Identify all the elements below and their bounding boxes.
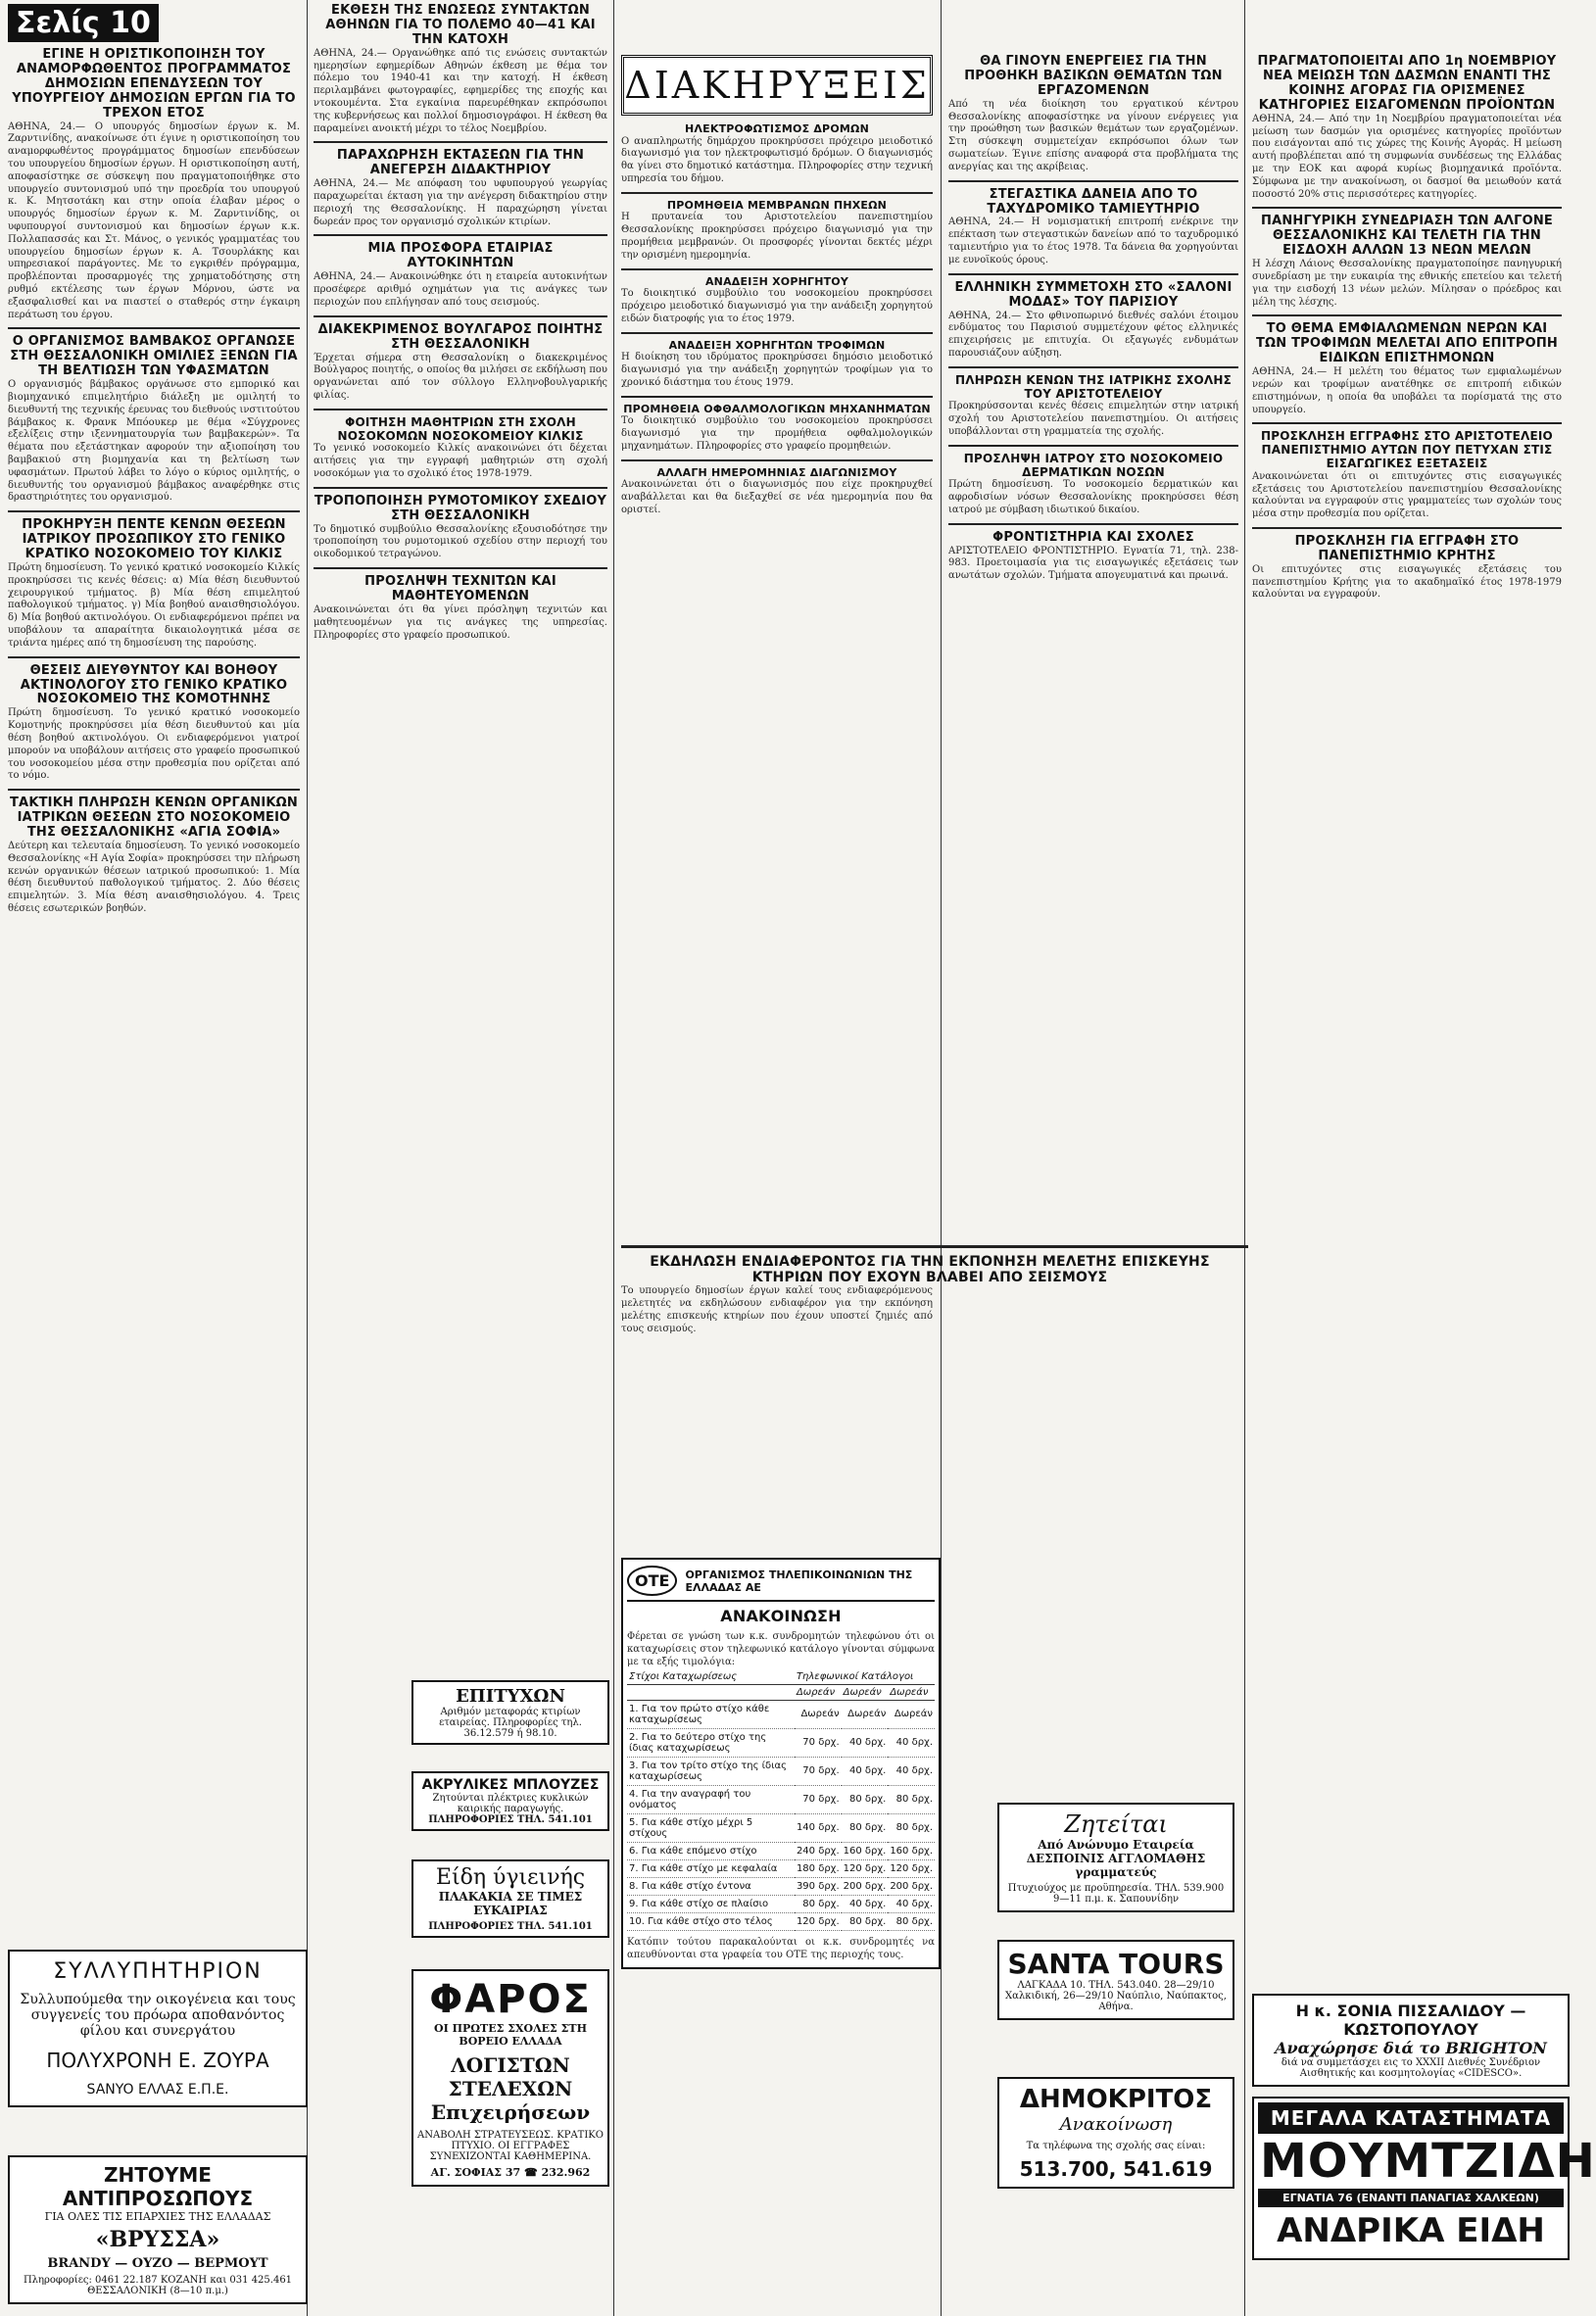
article-text: Το διοικητικό συμβούλιο του νοσοκομείου προκηρύσσει πρόχειρο μειοδοτικό διαγωνισμό για την ανάδειξη χορηγητού ειδών διατροφής για το έτος 1979. (621, 288, 933, 324)
table-row (627, 1877, 935, 1895)
article-text: ΑΘΗΝΑ, 24.— Ο υπουργός δημοσίων έργων κ. Μ. Ζαρντινίδης, ανακοίνωσε ότι έγινε η οριστικοποίηση του αναμορφωθέντος προγράμματος δημοσίων επενδύσεων του υπουργείου δημοσίων έργων. Η οριστικοποίηση αυτή, αποφασίστηκε σε σύσκεψη που πραγματοποιήθηκε στο υπουργείο συντονισμού υπό την προεδρία του υπουργού κ. Κ. Μητσοτάκη και στην οποία έλαβαν μέρος ο υπουργός δημοσίων έργων κ. Μ. Ζαρντινίδης, οι υφυπουργοί συντονισμού και δημοσίων έργων κ.κ. Πολλαπασσάς και Στ. Μάνος, ο γενικός γραμματέας του υπουργείου δημοσίων έργων κ. Α. Τσουρλάκης και υπηρεσιακοί παράγοντες. Με το εγκριθέν πρόγραμμα, προβλέπονται προσαρμογές της χρηματοδότησης στη ρυθμό εκτέλεσης των έργων Μόρνου, ώστε να εξασφαλισθεί και να πιαστεί ο σταθερός στην έγκαιρη περάτωση του έργου. (8, 121, 300, 320)
headline: ΦΟΙΤΗΣΗ ΜΑΘΗΤΡΙΩΝ ΣΤΗ ΣΧΟΛΗ ΝΟΣΟΚΟΜΩΝ ΝΟΣΟΚΟΜΕΙΟΥ ΚΙΛΚΙΣ (337, 414, 584, 443)
ad-title: ΔΗΜΟΚΡΙΤΟΣ (1019, 2085, 1213, 2114)
column-2 (314, 0, 607, 2316)
ad-title: Η κ. ΣΟΝΙΑ ΠΙΣΣΑΛΙΔΟΥ — ΚΩΣΤΟΠΟΥΛΟΥ (1295, 2002, 1526, 2039)
article-text: ΑΘΗΝΑ, 24.— Η μελέτη του θέματος των εμφιαλωμένων νερών και τροφίμων ανατέθηκε σε επιτροπή ειδικών επιστημόνων, η οποία θα υποβάλει τα πορίσματά της στο υπουργείο. (1252, 366, 1562, 415)
condolence-notice (8, 1950, 308, 2107)
table-row (627, 1700, 935, 1728)
article-text: ΑΘΗΝΑ, 24.— Η νομισματική επιτροπή ενέκρινε την επέκταση των στεγαστικών δανείων από το ταχυδρομικό ταμιευτήριο για το έτος 1978. Τα δάνεια θα χορηγούνται με ευνοϊκούς όρους. (948, 217, 1238, 265)
ote-title: ΟΡΓΑΝΙΣΜΟΣ ΤΗΛΕΠΙΚΟΙΝΩΝΙΩΝ ΤΗΣ ΕΛΛΑΔΑΣ ΑΕ (685, 1568, 913, 1594)
headline: ΑΝΑΔΕΙΞΗ ΧΟΡΗΓΗΤΩΝ ΤΡΟΦΙΜΩΝ (668, 338, 886, 352)
table-cell: 1. Για τον πρώτο στίχο κάθε καταχωρίσεως (627, 1700, 795, 1728)
ad-title: ΦΑΡΟΣ (429, 1977, 592, 2022)
headline: ΤΑΚΤΙΚΗ ΠΛΗΡΩΣΗ ΚΕΝΩΝ ΟΡΓΑΝΙΚΩΝ ΙΑΤΡΙΚΩΝ ΘΕΣΕΩΝ ΣΤΟ ΝΟΣΟΚΟΜΕΙΟ ΤΗΣ ΘΕΣΣΑΛΟΝΙΚΗΣ «ΑΓΙΑ ΣΟΦΙΑ» (9, 796, 298, 841)
table-cell: 40 δρχ. (842, 1728, 889, 1757)
table-cell: Δωρεάν (795, 1700, 842, 1728)
ad-sub: Αναχώρησε διά το BRIGHTON (1275, 2039, 1547, 2057)
table-cell: 120 δρχ. (842, 1859, 889, 1877)
ote-sub: ΑΝΑΚΟΙΝΩΣΗ (720, 1607, 842, 1625)
ad-sub: ΠΛΑΚΑΚΙΑ ΣΕ ΤΙΜΕΣ ΕΥΚΑΙΡΙΑΣ (438, 1890, 583, 1917)
table-cell: 70 δρχ. (795, 1728, 842, 1757)
ad-title: SANTA TOURS (1007, 1948, 1225, 1980)
ad-title: Είδη ύγιεινής (435, 1865, 586, 1890)
article-text: Η πρυτανεία του Αριστοτελείου πανεπιστημίου Θεσσαλονίκης προκηρύσσει πρόχειρο διαγωνισμό για την προμήθεια μεμβρανών. Οι προσφορές γίνονται δεκτές μέχρι την ορισμένη ημερομηνία. (621, 212, 933, 261)
notice-text: Συλλυπούμεθα την οικογένεια και τους συγγενείς του πρόωρα αποθανόντος φίλου και συνεργάτου (20, 1992, 296, 2039)
table-row (627, 1728, 935, 1757)
table-cell: 180 δρχ. (795, 1859, 842, 1877)
ad-items: BRANDY — ΟΥΖΟ — ΒΕΡΜΟΥΤ (47, 2256, 268, 2271)
article-text: ΑΡΙΣΤΟΤΕΛΕΙΟ ΦΡΟΝΤΙΣΤΗΡΙΟ. Εγνατία 71, τηλ. 238-983. Προετοιμασία για τις εισαγωγικές εξετάσεις των ανωτάτων σχολών. Τμήματα απογευματινά και πρωινά. (948, 545, 1238, 582)
ad-bottom: ΑΝΔΡΙΚΑ ΕΙΔΗ (1258, 2207, 1564, 2254)
notice-sign: SANYO ΕΛΛΑΣ Ε.Π.Ε. (86, 2082, 229, 2098)
table-cell: 9. Για κάθε στίχο σε πλαίσιο (627, 1895, 795, 1912)
headline: ΠΡΟΜΗΘΕΙΑ ΜΕΜΒΡΑΝΩΝ ΠΗΧΕΩΝ (666, 198, 888, 212)
article-text: ΑΘΗΝΑ, 24.— Με απόφαση του υφυπουργού γεωργίας παραχωρείται έκταση για την ανέγερση διδακτηρίου στην περιοχή της Θεσσαλονίκης. Η παραχώρηση γίνεται δωρεάν προς τον οργανισμό σχολικών κτιρίων. (314, 178, 607, 227)
headline: ΤΟ ΘΕΜΑ ΕΜΦΙΑΛΩΜΕΝΩΝ ΝΕΡΩΝ ΚΑΙ ΤΩΝ ΤΡΟΦΙΜΩΝ ΜΕΛΕΤΑΙ ΑΠΟ ΕΠΙΤΡΟΠΗ ΕΙΔΙΚΩΝ ΕΠΙΣΤΗΜΟΝΩΝ (1255, 321, 1559, 366)
headline: ΕΚΘΕΣΗ ΤΗΣ ΕΝΩΣΕΩΣ ΣΥΝΤΑΚΤΩΝ ΑΘΗΝΩΝ ΓΙΑ ΤΟ ΠΟΛΕΜΟ 40—41 ΚΑΙ ΤΗΝ ΚΑΤΟΧΗ (325, 3, 596, 47)
column-1 (8, 0, 300, 2316)
ad-brand: «ΒΡΥΣΣΑ» (95, 2227, 220, 2252)
table-row (627, 1785, 935, 1813)
ad-info: Πληροφορίες: 0461 22.187 ΚΟΖΑΝΗ και 031 425.461 ΘΕΣΣΑΛΟΝΙΚΗ (8—10 π.μ.) (23, 2275, 293, 2296)
headline: ΠΑΝΗΓΥΡΙΚΗ ΣΥΝΕΔΡΙΑΣΗ ΤΩΝ ΑΛΓΟΝΕ ΘΕΣΣΑΛΟΝΙΚΗΣ ΚΑΙ ΤΕΛΕΤΗ ΓΙΑ ΤΗΝ ΕΙΣΔΟΧΗ ΑΛΛΩΝ 13 ΝΕΩΝ ΜΕΛΩΝ (1260, 214, 1553, 259)
ad-phone: ΠΛΗΡΟΦΟΡΙΕΣ ΤΗΛ. 541.101 (428, 1814, 593, 1825)
headline: ΗΛΕΚΤΡΟΦΩΤΙΣΜΟΣ ΔΡΟΜΩΝ (685, 122, 869, 135)
ad-title: ΑΚΡΥΛΙΚΕΣ ΜΠΛΟΥΖΕΣ (421, 1777, 600, 1793)
article-text: ΑΘΗΝΑ, 24.— Στο φθινοπωρινό διεθνές σαλόνι έτοιμου ενδύματος του Παρισιού συμμετέχουν φέτος ελληνικές επιχειρήσεις με επιτυχία. Οι εξαγωγές ενδυμάτων παρουσιάζουν αύξηση. (948, 310, 1238, 359)
headline: ΘΑ ΓΙΝΟΥΝ ΕΝΕΡΓΕΙΕΣ ΓΙΑ ΤΗΝ ΠΡΟΘΗΚΗ ΒΑΣΙΚΩΝ ΘΕΜΑΤΩΝ ΤΩΝ ΕΡΓΑΖΟΜΕΝΩΝ (964, 54, 1223, 98)
ad-info: ΑΝΑΒΟΛΗ ΣΤΡΑΤΕΥΣΕΩΣ. ΚΡΑΤΙΚΟ ΠΤΥΧΙΟ. ΟΙ ΕΓΓΡΑΦΕΣ ΣΥΝΕΧΙΖΟΝΤΑΙ ΚΑΘΗΜΕΡΙΝΑ. (417, 2130, 604, 2162)
notice-name: ΠΟΛΥΧΡΟΝΗ Ε. ΖΟΥΡΑ (46, 2049, 269, 2072)
table-cell: 40 δρχ. (842, 1757, 889, 1785)
article-text: Η λέσχη Λάιονς Θεσσαλονίκης πραγματοποίησε πανηγυρική συνεδρίαση με την ευκαιρία της εθνικής επετείου και τελετή για την εισδοχή 13 νέων μελών. Μίλησαν ο πρόεδρος και μέλη της λέσχης. (1252, 259, 1562, 308)
table-cell: 80 δρχ. (888, 1813, 935, 1842)
ad-cidesco (1252, 1994, 1570, 2087)
ad-text: Ζητούνται πλέκτριες κυκλικών καιρικής παραγωγής. (432, 1793, 589, 1814)
ad-title: Ζητείται (1064, 1810, 1168, 1838)
article-text: Πρώτη δημοσίευση. Το γενικό κρατικό νοσοκομείο Κιλκίς προκηρύσσει τις κενές θέσεις: α) Μία θέση διευθυντού χειρουργικού τμήματος. β) Μία θέση επιμελητού παθολογικού τμήματος. γ) Μία βοηθού αναισθησιολόγου. δ) Μία βοηθού ακτινολόγου. Οι ενδιαφερόμενοι πρέπει να υποβάλουν τα απαραίτητα δικαιολογητικά μέσα σε τριάντα ημέρες από τη δημοσίευση της παρούσης. (8, 562, 300, 649)
table-cell: 200 δρχ. (842, 1877, 889, 1895)
ad-epityxon (411, 1680, 609, 1745)
article-text: Προκηρύσσονται κενές θέσεις επιμελητών στην ιατρική σχολή του Αριστοτελείου πανεπιστημίου. Οι αιτήσεις υποβάλλονται στη γραμματεία της σχολής. (948, 401, 1238, 437)
ote-text: Φέρεται σε γνώση των κ.κ. συνδρομητών τηλεφώνου ότι οι καταχωρίσεις στον τηλεφωνικό κατάλογο γίνονται σύμφωνα με τα εξής τιμολόγια: (627, 1631, 935, 1667)
ad-faros (411, 1969, 609, 2187)
ote-announcement (621, 1558, 941, 1969)
table-cell: 10. Για κάθε στίχο στο τέλος (627, 1912, 795, 1930)
headline: ΠΡΟΣΛΗΨΗ ΙΑΤΡΟΥ ΣΤΟ ΝΟΣΟΚΟΜΕΙΟ ΔΕΡΜΑΤΙΚΩΝ ΝΟΣΩΝ (963, 451, 1224, 479)
table-cell: 8. Για κάθε στίχο έντονα (627, 1877, 795, 1895)
headline: ΣΤΕΓΑΣΤΙΚΑ ΔΑΝΕΙΑ ΑΠΟ ΤΟ ΤΑΧΥΔΡΟΜΙΚΟ ΤΑΜΙΕΥΤΗΡΙΟ (987, 186, 1200, 217)
table-cell: 120 δρχ. (795, 1912, 842, 1930)
article-text: ΑΘΗΝΑ, 24.— Οργανώθηκε από τις ενώσεις συντακτών ημερησίων εφημερίδων Αθηνών έκθεση με θέμα τον πόλεμο του 1940-41 και την κατοχή. Η έκθεση περιλαμβάνει φωτογραφίες, εφημερίδες της εποχής και ντοκουμέντα. Στα εγκαίνια παρευρέθηκαν εκπρόσωποι της κυβερνήσεως και πολλοί δημοσιογράφοι. Η έκθεση θα παραμείνει ανοικτή μέχρι το τέλος Νοεμβρίου. (314, 47, 607, 134)
table-cell: 140 δρχ. (795, 1813, 842, 1842)
article-text: Πρώτη δημοσίευση. Το νοσοκομείο δερματικών και αφροδισίων νόσων Θεσσαλονίκης προκηρύσσει θέση ιατρού με σύμβαση ιδιωτικού δικαίου. (948, 479, 1238, 515)
table-cell: 40 δρχ. (888, 1757, 935, 1785)
table-row (627, 1757, 935, 1785)
table-cell: 70 δρχ. (795, 1757, 842, 1785)
table-row (627, 1842, 935, 1859)
headline: ΠΡΑΓΜΑΤΟΠΟΙΕΙΤΑΙ ΑΠΟ 1η ΝΟΕΜΒΡΙΟΥ ΝΕΑ ΜΕΙΩΣΗ ΤΩΝ ΔΑΣΜΩΝ ΕΝΑΝΤΙ ΤΗΣ ΚΟΙΝΗΣ ΑΓΟΡΑΣ ΓΙΑ ΟΡΙΣΜΕΝΕΣ ΚΑΤΗΓΟΡΙΕΣ ΕΙΣΑΓΟΜΕΝΩΝ ΠΡΟΪΟΝΤΩΝ (1257, 54, 1557, 113)
headline: ΕΚΔΗΛΩΣΗ ΕΝΔΙΑΦΕΡΟΝΤΟΣ ΓΙΑ ΤΗΝ ΕΚΠΟΝΗΣΗ ΜΕΛΕΤΗΣ ΕΠΙΣΚΕΥΗΣ ΚΤΗΡΙΩΝ ΠΟΥ ΕΧΟΥΝ ΒΛΑΒΕΙ ΑΠΟ ΣΕΙΣΜΟΥΣ (650, 1254, 1210, 1286)
table-cell: 5. Για κάθε στίχο μέχρι 5 στίχους (627, 1813, 795, 1842)
section-banner: ΔΙΑΚΗΡΥΞΕΙΣ (621, 55, 933, 116)
table-cell: 80 δρχ. (842, 1785, 889, 1813)
ad-dimokritos (997, 2077, 1234, 2189)
column-rule (941, 0, 942, 2316)
column-5 (1252, 0, 1596, 2316)
article-text: Ανακοινώνεται ότι θα γίνει πρόσληψη τεχνιτών και μαθητευομένων για τις ανάγκες της υπηρεσίας. Πληροφορίες στο γραφείο προσωπικού. (314, 603, 607, 641)
ad-addr: ΕΓΝΑΤΙΑ 76 (ΕΝΑΝΤΙ ΠΑΝΑΓΙΑΣ ΧΑΛΚΕΩΝ) (1258, 2189, 1564, 2207)
table-cell: 390 δρχ. (795, 1877, 842, 1895)
table-cell: 80 δρχ. (795, 1895, 842, 1912)
headline: ΑΛΛΑΓΗ ΗΜΕΡΟΜΗΝΙΑΣ ΔΙΑΓΩΝΙΣΜΟΥ (656, 465, 897, 479)
headline: ΕΓΙΝΕ Η ΟΡΙΣΤΙΚΟΠΟΙΗΣΗ ΤΟΥ ΑΝΑΜΟΡΦΩΘΕΝΤΟΣ ΠΡΟΓΡΑΜΜΑΤΟΣ ΔΗΜΟΣΙΩΝ ΕΠΕΝΔΥΣΕΩΝ ΤΟΥ ΥΠΟΥΡΓΕΙΟΥ ΔΗΜΟΣΙΩΝ ΕΡΓΩΝ ΓΙΑ ΤΟ ΤΡΕΧΟΝ ΕΤΟΣ (12, 47, 296, 121)
article-text: Ανακοινώνεται ότι ο διαγωνισμός που είχε προκηρυχθεί αναβάλλεται και θα διεξαχθεί σε νέα ημερομηνία που θα οριστεί. (621, 479, 933, 515)
table-cell: 4. Για την αναγραφή του ονόματος (627, 1785, 795, 1813)
headline: ΠΡΟΜΗΘΕΙΑ ΟΦΘΑΛΜΟΛΟΓΙΚΩΝ ΜΗΧΑΝΗΜΑΤΩΝ (623, 402, 931, 415)
table-cell: 80 δρχ. (842, 1912, 889, 1930)
ad-text: διά να συμμετάσχει εις το XXXII Διεθνές Συνέδριον Αισθητικής και κοσμητολογίας «CIDESCO». (1281, 2057, 1541, 2079)
table-cell: 40 δρχ. (888, 1895, 935, 1912)
column-rule (613, 0, 614, 2316)
headline: ΦΡΟΝΤΙΣΤΗΡΙΑ ΚΑΙ ΣΧΟΛΕΣ (992, 529, 1194, 545)
article-text: Το γενικό νοσοκομείο Κιλκίς ανακοινώνει ότι δέχεται αιτήσεις για την εγγραφή μαθητριών στη σχολή νοσοκόμων για το σχολικό έτος 1978-1979. (314, 443, 607, 479)
headline: ΠΡΟΣΚΛΗΣΗ ΕΓΓΡΑΦΗΣ ΣΤΟ ΑΡΙΣΤΟΤΕΛΕΙΟ ΠΑΝΕΠΙΣΤΗΜΙΟ ΑΥΤΩΝ ΠΟΥ ΠΕΤΥΧΑΝ ΣΤΙΣ ΕΙΣΑΓΩΓΙΚΕΣ ΕΞΕΤΑΣΕΙΣ (1261, 429, 1553, 470)
ad-sub: Ανακοίνωση (1059, 2114, 1173, 2135)
page-number: Σελίς 10 (8, 4, 159, 42)
ad-big: ΛΟΓΙΣΤΩΝ ΣΤΕΛΕΧΩΝ Επιχειρήσεων (430, 2053, 591, 2124)
ad-title: ΖΗΤΟΥΜΕ ΑΝΤΙΠΡΟΣΩΠΟΥΣ (62, 2163, 254, 2210)
table-cell: 80 δρχ. (842, 1813, 889, 1842)
table-header: Δωρεάν (888, 1684, 935, 1700)
ad-sanitary (411, 1859, 609, 1938)
ad-moumtzidi (1252, 2097, 1596, 2260)
table-row (627, 1813, 935, 1842)
article-text: Έρχεται σήμερα στη Θεσσαλονίκη ο διακεκριμένος Βούλγαρος ποιητής, ο οποίος θα μιλήσει σε εκδήλωση που οργανώνεται από τον σύλλογο Ελληνοβουλγαρικής φιλίας. (314, 352, 607, 401)
ad-top: ΜΕΓΑΛΑ ΚΑΤΑΣΤΗΜΑΤΑ (1258, 2102, 1564, 2134)
headline: ΜΙΑ ΠΡΟΣΦΟΡΑ ΕΤΑΙΡΙΑΣ ΑΥΤΟΚΙΝΗΤΩΝ (367, 241, 554, 271)
table-cell: 200 δρχ. (888, 1877, 935, 1895)
headline: ΑΝΑΔΕΙΞΗ ΧΟΡΗΓΗΤΟΥ (704, 274, 849, 288)
headline: ΔΙΑΚΕΚΡΙΜΕΝΟΣ ΒΟΥΛΓΑΡΟΣ ΠΟΙΗΤΗΣ ΣΤΗ ΘΕΣΣΑΛΟΝΙΚΗ (317, 321, 604, 352)
ad-name: ΜΟΥΜΤΖΙΔΗ (1260, 2134, 1596, 2189)
article-text: Οι επιτυχόντες στις εισαγωγικές εξετάσεις του πανεπιστημίου Κρήτης για το ακαδημαϊκό έτος 1978-1979 καλούνται να εγγραφούν. (1252, 563, 1562, 601)
table-cell: 80 δρχ. (888, 1912, 935, 1930)
ad-text: Από Ανώνυμο Εταιρεία ΔΕΣΠΟΙΝΙΣ ΑΓΓΛΟΜΑΘΗΣ γραμματεύς (1026, 1838, 1206, 1879)
rates-table (627, 1669, 935, 1931)
notice-title: ΣΥΛΛΥΠΗΤΗΡΙΟΝ (53, 1959, 263, 1984)
table-cell: Δωρεάν (888, 1700, 935, 1728)
column-rule (1244, 0, 1245, 2316)
headline: ΘΕΣΕΙΣ ΔΙΕΥΘΥΝΤΟΥ ΚΑΙ ΒΟΗΘΟΥ ΑΚΤΙΝΟΛΟΓΟΥ ΣΤΟ ΓΕΝΙΚΟ ΚΡΑΤΙΚΟ ΝΟΣΟΚΟΜΕΙΟ ΤΗΣ ΚΟΜΟΤΗΝΗΣ (20, 662, 288, 707)
article-text: Από τη νέα διοίκηση του εργατικού κέντρου Θεσσαλονίκης αποφασίστηκε να γίνουν ενέργειες για την προώθηση των βασικών θεμάτων των εργαζομένων. Στη σύσκεψη συμμετείχαν εκπρόσωποι όλων των σωματείων. Έγινε επίσης αναφορά στα προβλήματα της ανεργίας και της ακρίβειας. (948, 98, 1238, 172)
ad-phone: 513.700, 541.619 (1019, 2157, 1213, 2181)
article-text: ΑΘΗΝΑ, 24.— Από την 1η Νοεμβρίου πραγματοποιείται νέα μείωση των δασμών για ορισμένες κατηγορίες προϊόντων που εισάγονται από τις χώρες της Κοινής Αγοράς. Η μείωση αυτή προβλέπεται από τη συμφωνία συνδέσεως της Ελλάδας με την ΕΟΚ και αφορά κυρίως βιομηχανικά προϊόντα. Σύμφωνα με την ανακοίνωση, οι δασμοί θα μειωθούν κατά ποσοστό 20% στις περισσότερες κατηγορίες. (1252, 113, 1562, 200)
column-4 (948, 0, 1238, 2316)
table-header: Στίχοι Καταχωρίσεως (627, 1669, 795, 1685)
article-text: Το υπουργείο δημοσίων έργων καλεί τους ενδιαφερόμενους μελετητές να εκδηλώσουν ενδιαφέρον για την εκπόνηση μελέτης επισκευής κτηρίων που έχουν υποστεί ζημιές από τους σεισμούς. (621, 1285, 933, 1334)
table-header: Τηλεφωνικοί Κατάλογοι (795, 1669, 935, 1685)
ote-footer: Κατόπιν τούτου παρακαλούνται οι κ.κ. συνδρομητές να απευθύνονται στα γραφεία του ΟΤΕ της περιοχής τους. (627, 1936, 935, 1960)
table-cell: 80 δρχ. (888, 1785, 935, 1813)
ote-logo: ΟΤΕ (627, 1566, 677, 1596)
headline: ΤΡΟΠΟΠΟΙΗΣΗ ΡΥΜΟΤΟΜΙΚΟΥ ΣΧΕΔΙΟΥ ΣΤΗ ΘΕΣΣΑΛΟΝΙΚΗ (314, 493, 607, 523)
table-cell: 160 δρχ. (888, 1842, 935, 1859)
table-cell: Δωρεάν (842, 1700, 889, 1728)
ad-phone: ΠΛΗΡΟΦΟΡΙΕΣ ΤΗΛ. 541.101 (428, 1921, 593, 1932)
article-text: Δεύτερη και τελευταία δημοσίευση. Το γενικό νοσοκομείο Θεσσαλονίκης «Η Αγία Σοφία» προκηρύσσει την πλήρωση κενών οργανικών θέσεων ιατρικού προσωπικού: 1. Μία θέση διευθυντού παθολογικού τμήματος. 2. Δύο θέσεις επιμελητών. 3. Μία θέση αναισθησιολόγου. 4. Τρεις θέσεις εσωτερικών βοηθών. (8, 841, 300, 914)
table-cell: 160 δρχ. (842, 1842, 889, 1859)
headline: ΠΡΟΚΗΡΥΞΗ ΠΕΝΤΕ ΚΕΝΩΝ ΘΕΣΕΩΝ ΙΑΤΡΙΚΟΥ ΠΡΟΣΩΠΙΚΟΥ ΣΤΟ ΓΕΝΙΚΟ ΚΡΑΤΙΚΟ ΝΟΣΟΚΟΜΕΙΟ ΤΟΥ ΚΙΛΚΙΣ (22, 517, 286, 562)
article-text: ΑΘΗΝΑ, 24.— Ανακοινώθηκε ότι η εταιρεία αυτοκινήτων προσέφερε αριθμό οχημάτων για τις ανάγκες των περιοχών που επλήγησαν από τους σεισμούς. (314, 271, 607, 308)
ad-secretary (997, 1803, 1234, 1912)
table-header: Δωρεάν (842, 1684, 889, 1700)
ad-text: Αριθμόν μεταφοράς κτιρίων εταιρείας. Πληροφορίες τηλ. 36.12.579 ή 98.10. (439, 1707, 582, 1739)
table-cell: 2. Για το δεύτερο στίχο της ίδιας καταχωρίσεως (627, 1728, 795, 1757)
ad-blouses (411, 1771, 609, 1831)
article-text: Το διοικητικό συμβούλιο του νοσοκομείου προκηρύσσει διαγωνισμό για την προμήθεια οφθαλμολογικών μηχανημάτων. Πληροφορίες στο γραφείο προμηθειών. (621, 415, 933, 452)
headline: ΠΡΟΣΛΗΨΗ ΤΕΧΝΙΤΩΝ ΚΑΙ ΜΑΘΗΤΕΥΟΜΕΝΩΝ (364, 574, 556, 603)
article-text: Πρώτη δημοσίευση. Το γενικό κρατικό νοσοκομείο Κομοτηνής προκηρύσσει μία θέση διευθυντού και μία θέση βοηθού ακτινολόγου. Οι ενδιαφερόμενοι γιατροί μπορούν να υποβάλουν αιτήσεις στο γραφείο προσωπικού του νοσοκομείου μέσα στην προθεσμία που ορίζεται από το νόμο. (8, 707, 300, 782)
article-text: Το δημοτικό συμβούλιο Θεσσαλονίκης εξουσιοδότησε την τροποποίηση του ρυμοτομικού σχεδίου στην περιοχή του οικοδομικού τετραγώνου. (314, 523, 607, 560)
headline: ΠΡΟΣΚΛΗΣΗ ΓΙΑ ΕΓΓΡΑΦΗ ΣΤΟ ΠΑΝΕΠΙΣΤΗΜΙΟ ΚΡΗΤΗΣ (1294, 533, 1520, 563)
table-cell: 6. Για κάθε επόμενο στίχο (627, 1842, 795, 1859)
table-header: Δωρεάν (795, 1684, 842, 1700)
ad-title: ΕΠΙΤΥΧΩΝ (456, 1686, 565, 1707)
table-cell: 40 δρχ. (842, 1895, 889, 1912)
article-text: Ο αναπληρωτής δημάρχου προκηρύσσει πρόχειρο μειοδοτικό διαγωνισμό για τον ηλεκτροφωτισμό δρόμων. Ο διαγωνισμός θα γίνει στο δημοτικό κατάστημα. Πληροφορίες στην τεχνική υπηρεσία του δήμου. (621, 135, 933, 185)
table-cell: 240 δρχ. (795, 1842, 842, 1859)
headline: Ο ΟΡΓΑΝΙΣΜΟΣ ΒΑΜΒΑΚΟΣ ΟΡΓΑΝΩΣΕ ΣΤΗ ΘΕΣΣΑΛΟΝΙΚΗ ΟΜΙΛΙΕΣ ΞΕΝΩΝ ΓΙΑ ΤΗ ΒΕΛΤΙΩΣΗ ΤΩΝ ΥΦΑΣΜΑΤΩΝ (10, 334, 298, 379)
table-cell: 40 δρχ. (888, 1728, 935, 1757)
headline: ΠΛΗΡΩΣΗ ΚΕΝΩΝ ΤΗΣ ΙΑΤΡΙΚΗΣ ΣΧΟΛΗΣ ΤΟΥ ΑΡΙΣΤΟΤΕΛΕΙΟΥ (954, 372, 1233, 401)
table-cell: 3. Για τον τρίτο στίχο της ίδιας καταχωρίσεως (627, 1757, 795, 1785)
ad-addr: ΑΓ. ΣΟΦΙΑΣ 37 ☎ 232.962 (430, 2166, 591, 2179)
article-text: Η διοίκηση του ιδρύματος προκηρύσσει δημόσιο μειοδοτικό διαγωνισμό για την ανάδειξη χορηγητών τροφίμων για το χρονικό διάστημα του έτους 1979. (621, 352, 933, 388)
table-row (627, 1912, 935, 1930)
ad-sub: ΟΙ ΠΡΩΤΕΣ ΣΧΟΛΕΣ ΣΤΗ ΒΟΡΕΙΟ ΕΛΛΑΔΑ (434, 2022, 587, 2048)
table-row (627, 1895, 935, 1912)
table-row (627, 1859, 935, 1877)
ad-text: Τα τηλέφωνα της σχολής σας είναι: (1026, 2141, 1206, 2151)
ad-info: Πτυχιούχος με προϋπηρεσία. ΤΗΛ. 539.900 9—11 π.μ. κ. Σαπουνίδην (1007, 1883, 1225, 1905)
ad-santa-tours (997, 1940, 1234, 2020)
table-cell: 120 δρχ. (888, 1859, 935, 1877)
headline: ΠΑΡΑΧΩΡΗΣΗ ΕΚΤΑΣΕΩΝ ΓΙΑ ΤΗΝ ΑΝΕΓΕΡΣΗ ΔΙΔΑΚΤΗΡΙΟΥ (336, 148, 585, 178)
headline: ΕΛΛΗΝΙΚΗ ΣΥΜΜΕΤΟΧΗ ΣΤΟ «ΣΑΛΟΝΙ ΜΟΔΑΣ» ΤΟΥ ΠΑΡΙΣΙΟΥ (954, 279, 1233, 310)
ad-sub: ΓΙΑ ΟΛΕΣ ΤΙΣ ΕΠΑΡΧΙΕΣ ΤΗΣ ΕΛΛΑΔΑΣ (44, 2210, 271, 2223)
table-cell: 7. Για κάθε στίχο με κεφαλαία (627, 1859, 795, 1877)
ad-text: ΛΑΓΚΑΔΑ 10. ΤΗΛ. 543.040. 28—29/10 Χαλκιδική, 26—29/10 Ναύπλιο, Ναύπακτος, Αθήνα. (1005, 1980, 1227, 2012)
table-cell: 70 δρχ. (795, 1785, 842, 1813)
article-text: Ανακοινώνεται ότι οι επιτυχόντες στις εισαγωγικές εξετάσεις του Αριστοτελείου πανεπιστημίου Θεσσαλονίκης καλούνται να εγγραφούν στις γραμματείες των σχολών τους μέσα στην προθεσμία που ορίζεται. (1252, 470, 1562, 520)
article-text: Ο οργανισμός βάμβακος οργάνωσε στο εμπορικό και βιομηχανικό επιμελητήριο διάλεξη με ομιλητή το διευθυντή της τεχνικής έρευνας του διεθνούς ινστιτούτου βάμβακος κ. Φρανκ Μπόουκερ με θέμα «Σύγχρονες εξελίξεις στην ιξεννηματουργία των βαμβακερών». Τα θέματα που εξετάστηκαν αφορούν την αξιοποίηση του βαμβακιού στη βιομηχανία και τη βελτίωση των υφασμάτων. Πρωτού λάβει το λόγο ο κύριος ομιλητής, ο διευθυντής του οργανισμού βάμβακος αναφέρθηκε στις δραστηριότητες του οργανισμού. (8, 379, 300, 504)
ad-vryssa (8, 2155, 308, 2304)
